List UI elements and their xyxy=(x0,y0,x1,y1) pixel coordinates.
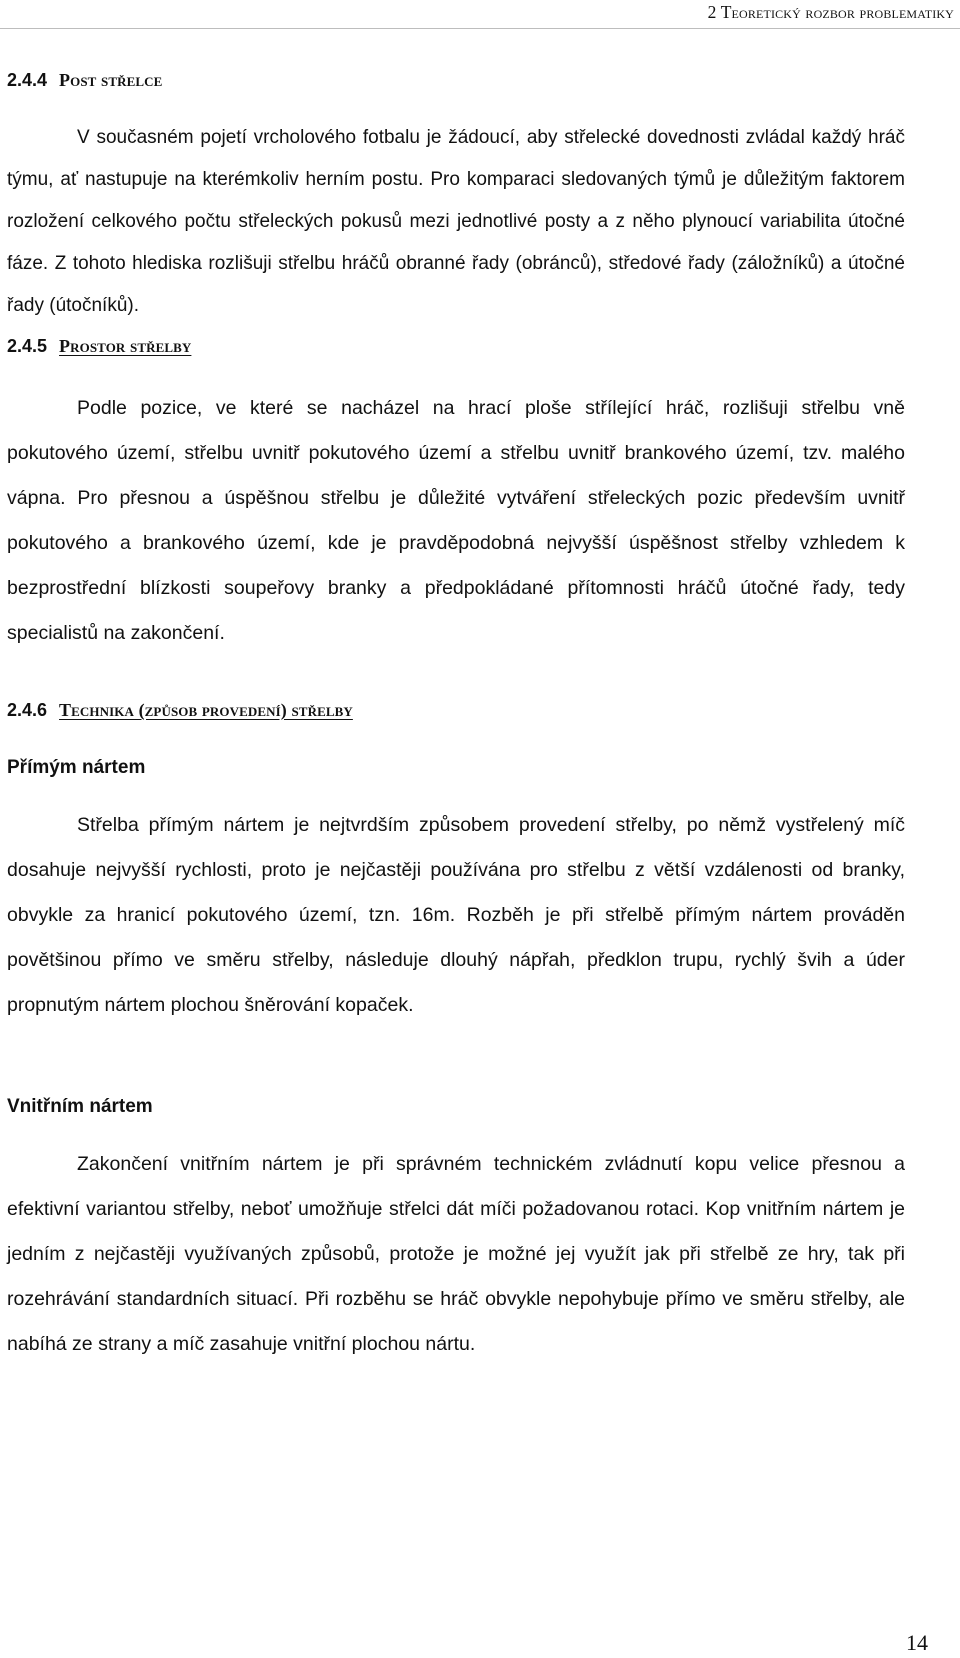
section-heading-technika-strelby xyxy=(7,700,353,721)
paragraph-vnitrnim-nartem: Zakončení vnitřním nártem je při správném technickém zvládnutí kopu velice přesnou a efektivní variantou střelby, neboť umožňuje střelci dát míči požadovanou rotaci. Kop vnitřním nártem je jedním z nejčastěji využívaných způsobů, protože je možné jej využít jak při střelbě ze hry, tak při rozehrávání standardních situací. Při rozběhu se hráč obvykle nepohybuje přímo ve směru střelby, ale nabíhá ze strany a míč zasahuje vnitřní plochou nártu. xyxy=(7,1153,905,1355)
subheading-primym-nartem: Přímým nártem xyxy=(7,757,146,778)
section-title: Prostor střelby xyxy=(59,336,192,356)
section-title: Post střelce xyxy=(59,70,163,90)
section-number: 2.4.4 xyxy=(7,70,48,90)
paragraph-post-strelce: V současném pojetí vrcholového fotbalu je žádoucí, aby střelecké dovednosti zvládal každý hráč týmu, ať nastupuje na kterémkoliv herním postu. Pro komparaci sledovaných týmů je důležitým faktorem rozložení celkového počtu střeleckých pokusů mezi jednotlivé posty a z něho plynoucí variabilita útočné fáze. Z tohoto hlediska rozlišuji střelbu hráčů obranné řady (obránců), středové řady (záložníků) a útočné řady (útočníků). xyxy=(7,127,905,316)
section-heading-prostor-strelby xyxy=(7,336,191,357)
page-number: 14 xyxy=(906,1630,928,1655)
paragraph-prostor-strelby: Podle pozice, ve které se nacházel na hrací ploše střílející hráč, rozlišuji střelbu vně pokutového území, střelbu uvnitř pokutového území a střelbu uvnitř brankového území, tzv. malého vápna. Pro přesnou a úspěšnou střelbu je důležité vytváření střeleckých pozic především uvnitř pokutového a brankového území, kde je pravděpodobná nejvyšší úspěšnost střelby vzhledem k bezprostřední blízkosti soupeřovy branky a předpokládané přítomnosti hráčů útočné řady, tedy specialistů na zakončení. xyxy=(7,397,905,644)
section-number: 2.4.5 xyxy=(7,336,48,356)
running-header: 2 Teoretický rozbor problematiky xyxy=(707,2,954,22)
section-number: 2.4.6 xyxy=(7,700,48,720)
section-heading-post-strelce xyxy=(7,70,162,91)
paragraph-primym-nartem: Střelba přímým nártem je nejtvrdším způsobem provedení střelby, po němž vystřelený míč dosahuje nejvyšší rychlosti, proto je nejčastěji používána pro střelbu z větší vzdálenosti od branky, obvykle za hranicí pokutového území, tzn. 16m. Rozběh je při střelbě přímým nártem prováděn povětšinou přímo ve směru střelby, následuje dlouhý nápřah, předklon trupu, rychlý švih a úder propnutým nártem plochou šněrování kopaček. xyxy=(7,814,905,1016)
section-title: Technika (způsob provedení) střelby xyxy=(59,700,353,720)
subheading-vnitrnim-nartem: Vnitřním nártem xyxy=(7,1096,153,1117)
page-header xyxy=(0,0,960,29)
